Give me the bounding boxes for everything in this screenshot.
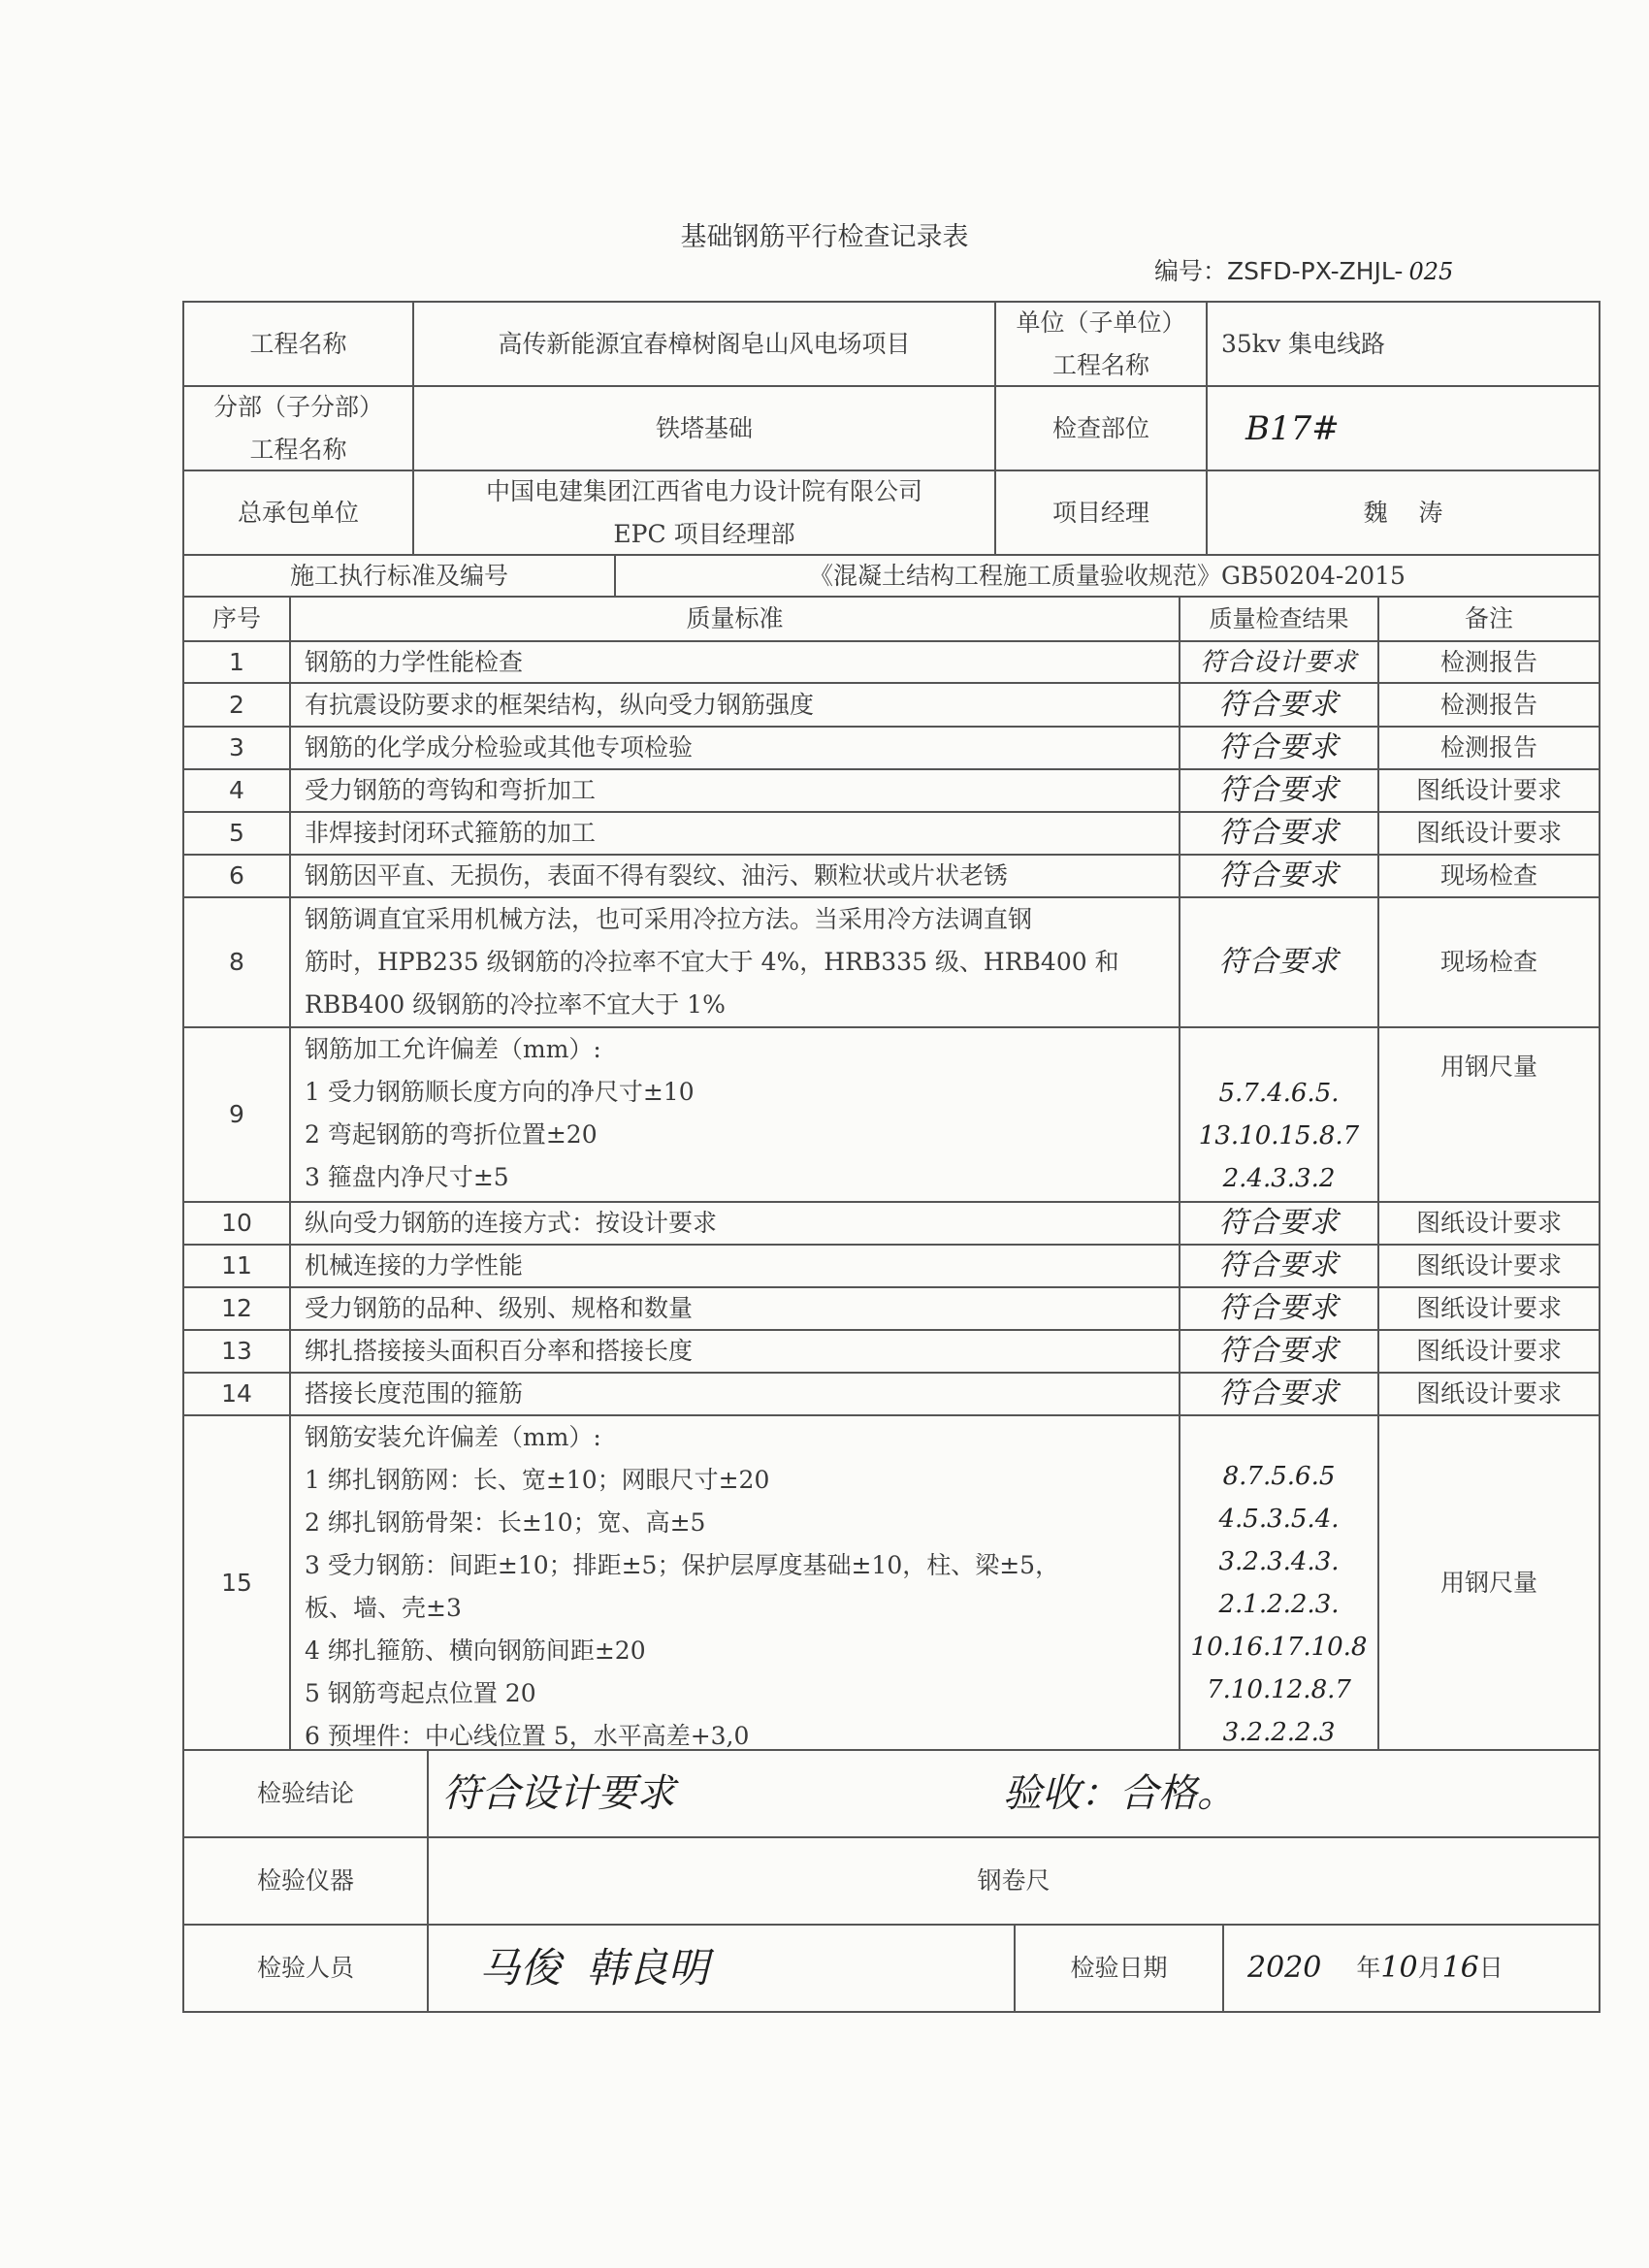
row-remark: 现场检查 [1439, 861, 1537, 890]
row-result: 符合要求 [1218, 859, 1340, 892]
contractor-label: 总承包单位 [237, 498, 359, 527]
row-standard [291, 1416, 1179, 1749]
standard-label: 施工执行标准及编号 [289, 561, 508, 590]
unit-project-value: 35kv 集电线路 [1221, 329, 1386, 358]
measurement-value: 3.2.3.4.3. [1218, 1546, 1340, 1576]
row-number: 12 [221, 1294, 252, 1322]
row-remark: 图纸设计要求 [1415, 819, 1562, 847]
row-standard: 钢筋的化学成分检验或其他专项检验 [305, 733, 694, 761]
document-number-label: 编号：ZSFD-PX-ZHJL- [1154, 257, 1404, 285]
contractor-line: EPC 项目经理部 [613, 519, 795, 548]
conclusion-handwritten: 符合设计要求 [442, 1771, 675, 1816]
check-location-label: 检查部位 [1051, 413, 1149, 442]
row-standard-line: 4 绑扎箍筋、横向钢筋间距±20 [305, 1636, 646, 1665]
row-standard-line: 3 箍盘内净尺寸±5 [305, 1163, 509, 1191]
row-standard: 纵向受力钢筋的连接方式：按设计要求 [305, 1209, 718, 1237]
column-header-standard: 质量标准 [686, 604, 784, 632]
row-standard-line: 2 绑扎钢筋骨架：长±10；宽、高±5 [305, 1508, 706, 1537]
row-standard-line: 6 预埋件：中心线位置 5，水平高差+3,0 [305, 1722, 750, 1750]
instrument-value: 钢卷尺 [977, 1866, 1051, 1895]
date-year: 2020 [1247, 1951, 1322, 1985]
row-standard: 非焊接封闭环式箍筋的加工 [305, 819, 597, 847]
column-header-remark: 备注 [1464, 604, 1513, 632]
date-month-unit: 月 [1417, 1954, 1442, 1982]
measurement-value: 2.4.3.3.2 [1222, 1164, 1336, 1193]
row-remark: 图纸设计要求 [1415, 1209, 1562, 1237]
row-remark: 图纸设计要求 [1415, 1251, 1562, 1280]
date-day-unit: 日 [1478, 1954, 1504, 1982]
row-remark: 图纸设计要求 [1415, 1337, 1562, 1365]
row-number: 1 [229, 647, 244, 676]
measurement-value: 5.7.4.6.5. [1218, 1079, 1340, 1108]
project-name-label: 工程名称 [249, 329, 347, 358]
row-standard-line: 5 钢筋弯起点位置 20 [305, 1679, 536, 1707]
measurement-value: 2.1.2.2.3. [1218, 1589, 1340, 1619]
row-remark: 检测报告 [1439, 647, 1537, 676]
standard-value: 《混凝土结构工程施工质量验收规范》GB50204-2015 [809, 561, 1406, 590]
row-standard-line: 1 受力钢筋顺长度方向的净尺寸±10 [305, 1078, 695, 1106]
row-number: 13 [221, 1337, 252, 1365]
measurement-value: 8.7.5.6.5 [1222, 1461, 1336, 1491]
row-number: 15 [221, 1568, 252, 1597]
row-result: 符合要求 [1218, 687, 1340, 722]
row-standard-line: 钢筋安装允许偏差（mm）: [305, 1423, 601, 1451]
row-standard-line: 3 受力钢筋：间距±10；排距±5；保护层厚度基础±10，柱、梁±5， [305, 1551, 1060, 1579]
row-standard-line: 筋时，HPB235 级钢筋的冷拉率不宜大于 4%，HRB335 级、HRB400 和 [305, 948, 1119, 976]
inspector-label: 检验人员 [256, 1954, 354, 1982]
instrument-label: 检验仪器 [256, 1866, 354, 1895]
project-manager-label: 项目经理 [1051, 498, 1149, 527]
measurement-value: 10.16.17.10.8 [1190, 1632, 1368, 1662]
conclusion-label: 检验结论 [256, 1779, 354, 1807]
row-remark: 图纸设计要求 [1415, 776, 1562, 804]
table-border-right [1599, 301, 1600, 2013]
row-number: 9 [229, 1100, 244, 1128]
inspection-date-label: 检验日期 [1070, 1954, 1168, 1982]
row-number: 8 [229, 948, 244, 976]
row-number: 6 [229, 861, 244, 890]
row-measurements [1180, 1416, 1377, 1749]
row-number: 5 [229, 819, 244, 847]
row-result: 符合要求 [1218, 1334, 1340, 1368]
row-standard: 机械连接的力学性能 [305, 1251, 524, 1280]
row-number: 4 [229, 776, 244, 804]
project-manager-value: 魏 涛 [1363, 498, 1443, 527]
sub-project-value: 铁塔基础 [655, 413, 753, 442]
row-standard-line: 板、墙、壳±3 [305, 1594, 462, 1622]
row-standard [291, 1028, 1179, 1201]
row-standard-line: RBB400 级钢筋的冷拉率不宜大于 1% [305, 990, 726, 1019]
row-result: 符合设计要求 [1200, 647, 1358, 677]
document-number-handwritten: 025 [1408, 258, 1454, 285]
row-result: 符合要求 [1218, 1248, 1340, 1282]
row-result: 符合要求 [1218, 1291, 1340, 1325]
row-remark: 图纸设计要求 [1415, 1294, 1562, 1322]
row-remark: 用钢尺量 [1439, 1568, 1537, 1597]
row-standard: 搭接长度范围的箍筋 [305, 1379, 524, 1408]
project-name-value: 高传新能源宜春樟树阁皂山风电场项目 [498, 329, 911, 358]
row-remark: 检测报告 [1439, 690, 1537, 719]
row-result: 符合要求 [1218, 773, 1340, 807]
contractor-line: 中国电建集团江西省电力设计院有限公司 [485, 476, 922, 505]
contractor-value [414, 471, 994, 554]
row-number: 11 [221, 1251, 252, 1280]
row-remark: 检测报告 [1439, 733, 1537, 761]
row-result: 符合要求 [1218, 1377, 1340, 1410]
row-number: 10 [221, 1209, 252, 1237]
measurement-value: 7.10.12.8.7 [1207, 1674, 1351, 1704]
row-standard: 钢筋因平直、无损伤，表面不得有裂纹、油污、颗粒状或片状老锈 [305, 861, 1009, 890]
date-day: 16 [1441, 1951, 1479, 1985]
column-header-no: 序号 [211, 604, 261, 632]
measurement-value: 3.2.2.2.3 [1222, 1717, 1336, 1747]
inspector-signatures: 马俊 韩良明 [479, 1944, 709, 1992]
row-number: 14 [221, 1379, 252, 1408]
unit-project-label [996, 303, 1206, 385]
check-location-value: B17# [1245, 408, 1340, 448]
measurement-value: 4.5.3.5.4. [1218, 1504, 1340, 1534]
row-measurements [1180, 1028, 1377, 1201]
unit-project-label-line: 工程名称 [1051, 350, 1149, 379]
measurement-value: 13.10.15.8.7 [1198, 1121, 1360, 1150]
document-title: 基础钢筋平行检查记录表 [680, 222, 969, 252]
sub-project-label-line: 工程名称 [249, 435, 347, 464]
row-result: 符合要求 [1218, 1206, 1340, 1240]
row-standard: 有抗震设防要求的框架结构，纵向受力钢筋强度 [305, 690, 815, 719]
column-header-result: 质量检查结果 [1209, 605, 1349, 632]
row-standard: 绑扎搭接接头面积百分率和搭接长度 [305, 1337, 694, 1365]
inspection-date [1224, 1926, 1599, 2011]
row-standard-line: 钢筋调直宜采用机械方法，也可采用冷拉方法。当采用冷方法调直钢 [305, 905, 1033, 933]
unit-project-label-line: 单位（子单位） [1016, 308, 1186, 337]
date-month: 10 [1380, 1951, 1418, 1985]
date-year-unit: 年 [1356, 1954, 1381, 1982]
row-number: 2 [229, 690, 244, 719]
row-remark: 用钢尺量 [1439, 1053, 1537, 1081]
row-remark: 现场检查 [1439, 948, 1537, 976]
row-standard-line: 钢筋加工允许偏差（mm）: [305, 1035, 601, 1063]
row-remark: 图纸设计要求 [1415, 1379, 1562, 1408]
row-standard: 受力钢筋的品种、级别、规格和数量 [305, 1294, 694, 1322]
row-standard [291, 898, 1179, 1026]
table-border-bottom [182, 2011, 1600, 2013]
sub-project-label [184, 387, 412, 470]
row-number: 3 [229, 733, 244, 761]
row-result: 符合要求 [1218, 945, 1340, 979]
row-result: 符合要求 [1218, 816, 1340, 850]
row-result: 符合要求 [1218, 730, 1340, 764]
row-standard-line: 1 绑扎钢筋网：长、宽±10；网眼尺寸±20 [305, 1466, 770, 1494]
row-standard: 钢筋的力学性能检查 [305, 647, 524, 676]
row-standard-line: 2 弯起钢筋的弯折位置±20 [305, 1120, 598, 1149]
row-standard: 受力钢筋的弯钩和弯折加工 [305, 776, 597, 804]
acceptance-handwritten: 验收：合格。 [1003, 1771, 1236, 1816]
sub-project-label-line: 分部（子分部） [212, 392, 383, 421]
